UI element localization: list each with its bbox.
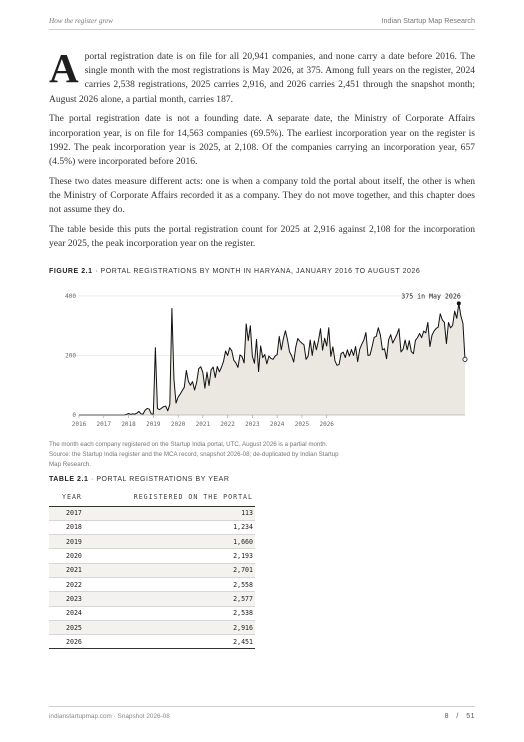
table-row [49,620,255,634]
table-header-row [49,488,255,506]
x-tick-label: 2022 [220,421,235,428]
body-text [49,45,475,257]
value-cell: 113 [94,506,255,520]
x-tick-label: 2018 [121,421,136,428]
x-tick-label: 2021 [195,421,211,428]
peak-annotation: 375 in May 2026 [401,292,461,301]
drop-cap: A [49,45,79,91]
table-row [49,549,255,563]
total-pages: 51 [466,713,475,720]
figure-title [49,268,420,275]
figure-title-text: PORTAL REGISTRATIONS BY MONTH IN HARYANA, JANUARY 2016 TO AUGUST 2026 [100,268,421,275]
footer-site: indianstartupmap.com · Snapshot 2026-08 [49,713,170,720]
year-cell: 2022 [49,577,94,591]
publication-name: Indian Startup Map Research [381,16,475,25]
paragraph-1 [49,45,475,107]
registrations-chart [49,285,475,433]
x-tick-label: 2023 [245,421,260,428]
table-row [49,535,255,549]
figure-number: FIGURE 2.1 [49,268,93,275]
x-tick-label: 2019 [146,421,161,428]
chapter-title: How the register grew [49,17,113,25]
peak-point [457,301,461,305]
value-cell: 2,193 [94,549,255,563]
y-tick-label: 400 [65,292,76,300]
table-row [49,592,255,606]
x-tick-label: 2026 [319,421,334,428]
table-row [49,563,255,577]
paragraph-3: These two dates measure different acts: one is when a company told the portal about itself, the other is when the Ministry of Corporate Affairs recorded it as a company. They do not move together, and this chapter does not assume they do. [49,175,475,216]
paragraph-4: The table beside this puts the portal registration count for 2025 at 2,916 against 2,108 for the incorporation year 2025, the peak incorporation year on the register. [49,224,475,250]
year-cell: 2026 [49,635,94,649]
value-cell: 1,234 [94,520,255,534]
value-cell: 2,916 [94,620,255,634]
figure-separator: · [95,268,101,275]
page-number [445,713,475,720]
table-row [49,635,255,649]
paragraph-1-text: portal registration date is on file for all 20,941 companies, and none carry a date before 2016. The single month with the most registrations is May 2026, at 375. Among full years on the register, 2024 carries 2,538 registrations, 2025 carries 2,916, and 2026 carries 2,451 through the snapshot month; August 2026 alone, a partial month, carries 187. [49,51,475,105]
current-page: 8 [444,713,450,720]
value-cell: 2,701 [94,563,255,577]
table-row [49,506,255,520]
x-tick-label: 2017 [96,421,111,428]
column-header-year: YEAR [49,488,94,506]
year-cell: 2020 [49,549,94,563]
x-tick-label: 2025 [294,421,310,428]
year-cell: 2019 [49,535,94,549]
year-cell: 2017 [49,506,94,520]
year-cell: 2018 [49,520,94,534]
value-cell: 1,660 [94,535,255,549]
page-separator: / [451,713,464,720]
x-tick-label: 2016 [71,421,87,428]
figure-caption: The month each company registered on the Startup India portal, UTC. August 2026 is a partial month. Source: the Startup India register and the MCA record, snapshot 2026-08; de-duplicated by Indian Startup Map Research. [49,441,339,468]
paragraph-2: The portal registration date is not a founding date. A separate date, the Ministry of Corporate Affairs incorporation year, is on file for 14,563 companies (69.5%). The earliest incorporation year on the register is 1992. The peak incorporation year is 2025, at 2,108. Of the companies carrying an incorporation year, 657 (4.5%) were incorporated before 2016. [49,113,475,168]
registrations-table [49,488,255,649]
value-cell: 2,558 [94,577,255,591]
page-footer [49,706,475,720]
year-cell: 2023 [49,592,94,606]
value-cell: 2,538 [94,606,255,620]
chart-svg [49,285,475,433]
table-row [49,520,255,534]
y-tick-label: 200 [65,352,76,360]
year-cell: 2025 [49,620,94,634]
y-tick-label: 0 [72,412,76,419]
table-row [49,577,255,591]
table-title [49,476,229,483]
value-cell: 2,577 [94,592,255,606]
table-number: TABLE 2.1 [49,476,89,483]
value-cell: 2,451 [94,635,255,649]
running-header [49,16,475,30]
table-separator: · [90,476,97,483]
table-row [49,606,255,620]
partial-month-point [463,357,467,361]
table-title-text: PORTAL REGISTRATIONS BY YEAR [96,476,230,483]
year-cell: 2024 [49,606,94,620]
year-cell: 2021 [49,563,94,577]
column-header-registered: REGISTERED ON THE PORTAL [94,488,255,506]
x-tick-label: 2020 [170,421,186,428]
x-tick-label: 2024 [269,421,285,428]
